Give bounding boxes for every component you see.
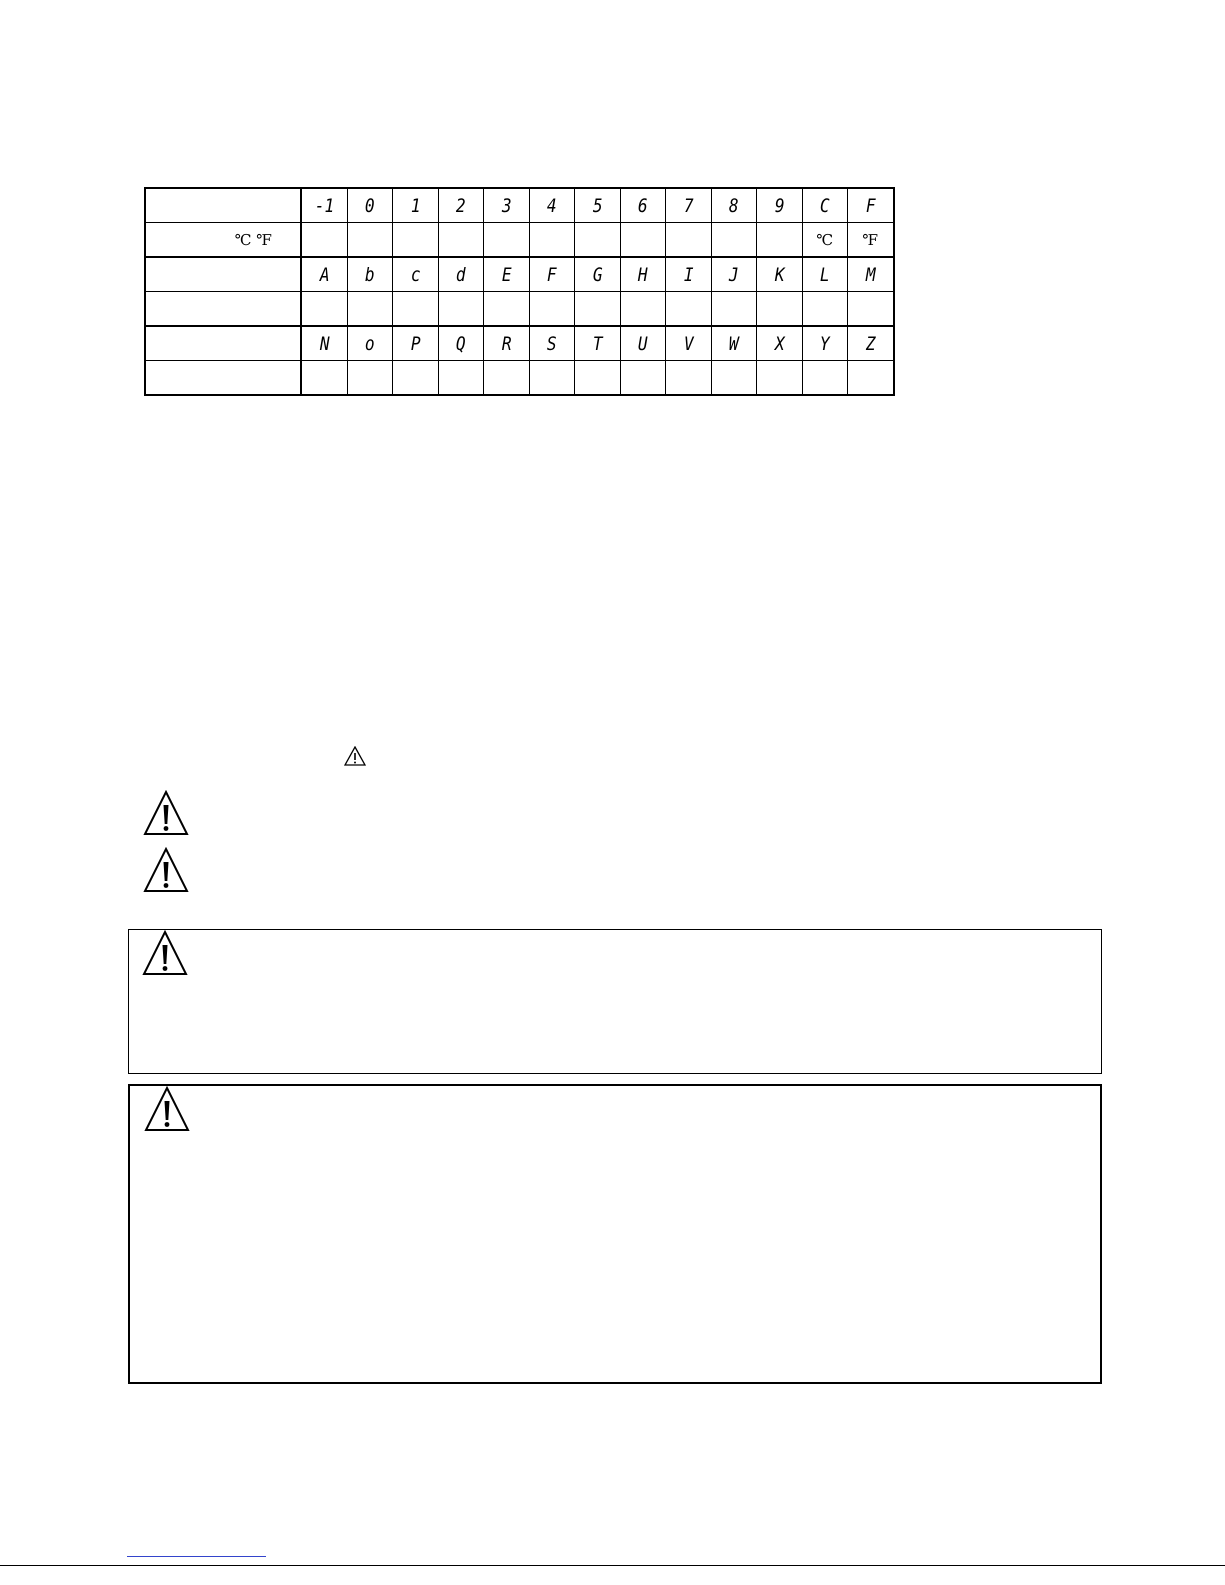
segment-glyph: 9 — [774, 194, 785, 217]
row-label — [145, 361, 301, 396]
segment-glyph: 6 — [637, 194, 648, 217]
segment-glyph: R — [501, 332, 512, 355]
segment-glyph: U — [637, 332, 648, 355]
segment-glyph: L — [819, 263, 830, 286]
segment-glyph: T — [592, 332, 603, 355]
segment-glyph: Y — [819, 332, 830, 355]
caution-icon — [143, 847, 189, 893]
segment-glyph: 4 — [546, 194, 557, 217]
footer-link-underline[interactable] — [127, 1556, 266, 1557]
table-row — [145, 326, 894, 361]
table-row — [145, 292, 894, 327]
segment-glyph: 1 — [410, 194, 421, 217]
segment-glyph: P — [410, 332, 421, 355]
caution-box — [128, 929, 1102, 1074]
segment-glyph: G — [592, 263, 603, 286]
segment-glyph: b — [364, 263, 375, 286]
row-label — [145, 292, 301, 327]
segment-glyph: N — [319, 332, 330, 355]
footer-rule — [0, 1565, 1225, 1566]
segment-glyph: 5 — [592, 194, 603, 217]
segment-glyph: K — [774, 263, 785, 286]
segment-glyph: 7 — [683, 194, 694, 217]
segment-glyph: Z — [865, 332, 876, 355]
segment-glyph: M — [865, 263, 876, 286]
seven-segment-character-table — [144, 187, 895, 396]
segment-glyph: 2 — [455, 194, 466, 217]
segment-glyph: 0 — [364, 194, 375, 217]
warning-triangle-icon — [344, 746, 366, 766]
fahrenheit-unit: ℉ — [862, 231, 879, 249]
table-row — [145, 188, 894, 223]
segment-glyph: W — [728, 332, 739, 355]
segment-glyph: Q — [455, 332, 466, 355]
segment-glyph: J — [728, 263, 739, 286]
segment-glyph: A — [319, 263, 330, 286]
celsius-unit: ℃ — [816, 231, 834, 249]
warning-box — [128, 1084, 1102, 1384]
segment-glyph: I — [683, 263, 694, 286]
row-label: ℃ ℉ — [234, 231, 272, 249]
segment-glyph: d — [455, 263, 466, 286]
caution-icon — [142, 930, 188, 976]
row-label — [145, 257, 301, 292]
segment-glyph: 8 — [728, 194, 739, 217]
row-label — [145, 188, 301, 223]
segment-glyph: X — [774, 332, 785, 355]
table-row — [145, 223, 894, 258]
caution-icon — [144, 1086, 190, 1132]
segment-glyph: V — [683, 332, 694, 355]
table-row — [145, 361, 894, 396]
segment-glyph: H — [637, 263, 648, 286]
segment-glyph: S — [546, 332, 557, 355]
segment-glyph: 3 — [501, 194, 512, 217]
table-row — [145, 257, 894, 292]
segment-glyph: F — [546, 263, 557, 286]
caution-icon — [143, 790, 189, 836]
segment-glyph: C — [819, 194, 830, 217]
row-label — [145, 326, 301, 361]
segment-glyph: o — [364, 332, 375, 355]
segment-glyph: E — [501, 263, 512, 286]
segment-glyph: -1 — [314, 194, 334, 217]
segment-glyph: c — [410, 263, 421, 286]
segment-glyph: F — [865, 194, 876, 217]
